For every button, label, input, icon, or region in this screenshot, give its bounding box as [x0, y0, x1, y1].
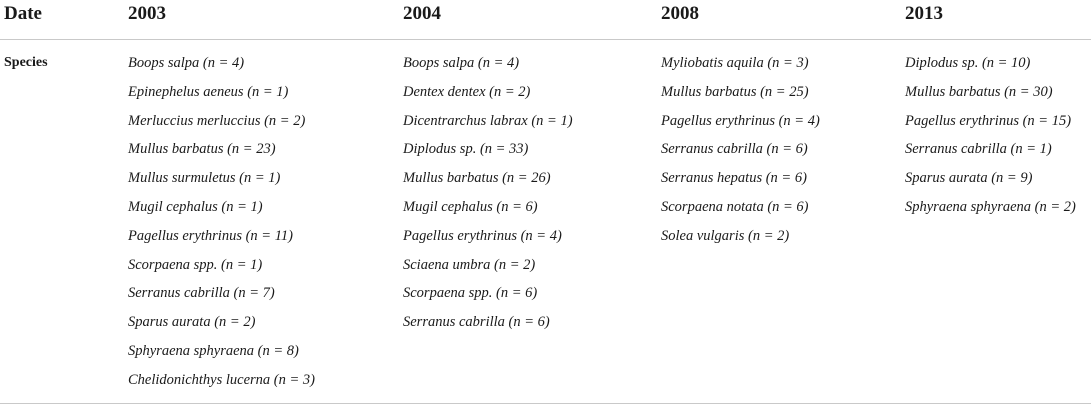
header-date-label: Date [4, 3, 42, 24]
species-entry: Mullus barbatus (n = 30) [905, 83, 1053, 100]
species-entry: Sparus aurata (n = 9) [905, 170, 1033, 187]
header-year-2013: 2013 [905, 3, 943, 24]
species-entry: Serranus cabrilla (n = 6) [661, 141, 808, 158]
species-entry: Solea vulgaris (n = 2) [661, 227, 790, 244]
species-entry: Mugil cephalus (n = 1) [128, 198, 263, 215]
header-year-2004: 2004 [403, 3, 441, 24]
species-entry: Scorpaena spp. (n = 6) [403, 285, 538, 302]
species-entry: Dicentrarchus labrax (n = 1) [403, 112, 573, 129]
species-entry: Serranus hepatus (n = 6) [661, 170, 807, 187]
species-entry: Mullus surmuletus (n = 1) [128, 170, 281, 187]
species-entry: Mullus barbatus (n = 25) [661, 83, 809, 100]
species-entry: Diplodus sp. (n = 33) [403, 141, 529, 158]
species-entry: Sphyraena sphyraena (n = 8) [128, 342, 299, 359]
species-entry: Epinephelus aeneus (n = 1) [128, 83, 289, 100]
species-entry: Diplodus sp. (n = 10) [905, 55, 1031, 71]
species-entry: Pagellus erythrinus (n = 15) [905, 112, 1072, 129]
species-entry: Scorpaena spp. (n = 1) [128, 256, 263, 273]
species-column-2013 [905, 54, 1076, 227]
species-row-label: Species [4, 55, 48, 70]
species-column-2003 [128, 54, 315, 400]
species-entry: Boops salpa (n = 4) [128, 55, 245, 71]
species-entry: Mugil cephalus (n = 6) [403, 198, 538, 215]
header-divider [0, 39, 1091, 40]
species-entry: Sparus aurata (n = 2) [128, 314, 256, 331]
header-year-2008: 2008 [661, 3, 699, 24]
species-entry: Serranus cabrilla (n = 7) [128, 285, 275, 302]
species-entry: Boops salpa (n = 4) [403, 55, 520, 71]
species-entry: Pagellus erythrinus (n = 4) [403, 227, 562, 244]
species-entry: Chelidonichthys lucerna (n = 3) [128, 371, 315, 388]
species-column-2004 [403, 54, 573, 342]
species-column-2008 [661, 54, 820, 256]
species-entry: Mullus barbatus (n = 23) [128, 141, 276, 158]
species-entry: Pagellus erythrinus (n = 4) [661, 112, 820, 129]
species-entry: Scorpaena notata (n = 6) [661, 198, 809, 215]
species-entry: Dentex dentex (n = 2) [403, 83, 531, 100]
species-entry: Pagellus erythrinus (n = 11) [128, 227, 293, 244]
species-entry: Sphyraena sphyraena (n = 2) [905, 198, 1076, 215]
species-entry: Merluccius merluccius (n = 2) [128, 112, 306, 129]
species-entry: Serranus cabrilla (n = 6) [403, 314, 550, 331]
table-bottom-rule [0, 403, 1091, 404]
species-entry: Myliobatis aquila (n = 3) [661, 55, 809, 71]
species-entry: Serranus cabrilla (n = 1) [905, 141, 1052, 158]
species-entry: Sciaena umbra (n = 2) [403, 256, 536, 273]
header-year-2003: 2003 [128, 3, 166, 24]
species-entry: Mullus barbatus (n = 26) [403, 170, 551, 187]
